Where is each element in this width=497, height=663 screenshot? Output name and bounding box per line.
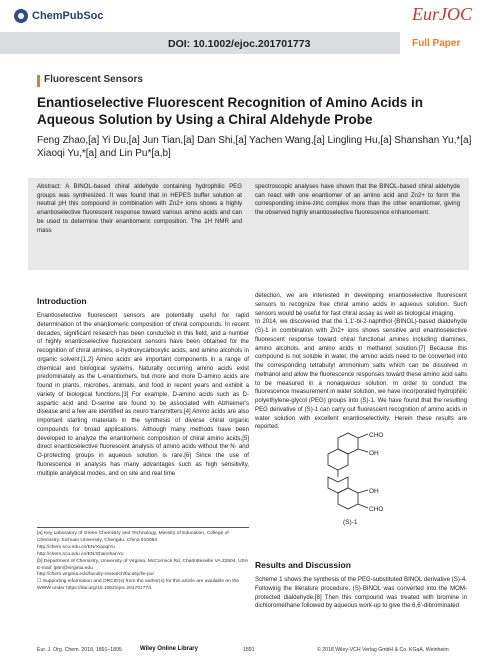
abstract-right: spectroscopic analyses have shown that the BINOL-based chiral aldehyde can react with one enantiomer of an amino acid and Zn2+ to form the corresponding imine-zinc complex more than the other enantiomer, giving the observed highly enantioselective fluorescence enhancement. [255,183,460,217]
struct-cho-2: CHO [369,506,384,513]
results-text: Scheme 1 shows the synthesis of the PEG-substituted BINOL derivative (S)-4. Following the literature procedure, (S)-BINOL was converted into the MOM-protected dialdehyde.[8] Then this compound was treated with bromine in dichloromethane followed by aqueous work-up to give the 6,6'-dibrominated [255,576,467,610]
journal-logo: EurJOC [412,4,472,24]
intro-left-text: Enantioselective fluorescent sensors are potentially useful for rapid determination of the enantiomeric composition of chiral compounds. In recent decades, significant research has been conducted in this field, and a number of highly enantioselective fluorescent sensors have been obtained for the recognition of chiral amines, α-hydroxycarboxylic acids, and amino alcohols in organic solvent.[1,2] Amino acids are important components in a range of chemical and biological systems. Naturally occurring amino acids exist predominately as the L-enantiomers, but more and more D-amino acids are found in plants, microbes, animals, and food in recent years and exhibit a variety of biological functions.[3] For example, D-amino acids such as D-aspartic acid and D-serine are found to be associated with Alzheimer's disease and a few are identified as neuro transmitters.[4] Amino acids are also important starting materials in the synthesis of diverse chiral organic compounds for broad applications. Although many methods have been developed to analyze the enantiomeric composition of chiral amino acids,[5] direct enantioselective fluorescent analysis of amino acids without the N- and O-protecting groups in aqueous solution is rare.[6] Since the use of fluorescence in analysis has many advantages such as high sensitivity, multiple analytical modes, and on site and real time [37,312,249,477]
section-marker [37,75,40,87]
binol-structure [320,432,400,517]
footer-citation: Eur. J. Org. Chem. 2018, 1891–1895 [37,647,122,653]
footer-logo: Wiley Online Library [140,646,198,652]
intro-heading: Introduction [37,296,87,306]
doi: DOI: 10.1002/ejoc.201701773 [168,38,311,50]
author-list: Feng Zhao,[a] Yi Du,[a] Jun Tian,[a] Dan Shi,[a] Yachen Wang,[a] Lingling Hu,[a] Shanshan Yu,*[a] Xiaoqi Yu,*[a] and Lin Pu*[a,b] [37,135,472,159]
publisher-logo-icon [14,9,28,23]
struct-oh-2: OH [369,488,379,495]
results-heading: Results and Discussion [255,560,351,570]
structure-label: (S)-1 [343,519,358,526]
struct-cho-1: CHO [369,432,384,439]
struct-oh-1: OH [369,450,379,457]
footnote-rule [37,527,249,528]
article-title: Enantioselective Fluorescent Recognition of Amino Acids in Aqueous Solution by Using a Chiral Aldehyde Probe [37,95,424,127]
page-header [0,0,497,56]
publisher-subtitle: Europe [32,22,69,33]
abstract-left: Abstract: A BINOL-based chiral aldehyde containing hydrophilic PEG groups was synthesized. It was found that in HEPES buffer solution at neutral pH this compound in combination with Zn2+ ions shows a highly enantioselective fluorescent response toward various amino acids and can be used to determine their enantiomeric composition. The 1H NMR and mass [37,183,242,234]
page-number: 1891 [243,647,255,653]
intro-right-text: detection, we are interested in developing enantioselective fluorescent sensors to recognize free chiral amino acids in aqueous solution. Such sensors would be useful for fast chiral assay as well as biological imaging. In 2014, we discovered that the 1,1'-bi-2-naphthol (BINOL)-based dialdehyde (S)-1 in combination with Zn2+ ions shows sensitive and enantioselective fluorescent response toward chiral functional amines including diamines, amino alcohols, and amino acids in methanol solution.[7] Because this compound is not soluble in water, the amino acids need to be converted into the corresponding tetrabutyl ammonium salts which can be dissolved in methanol and allow the fluorescence responses toward these amino acid salts to be measured in a nonaqueous solution. In order to conduct the fluorescence measurement in water solution, we have incorporated hydrophilic polyethylene-glycol (PEG) groups into (S)-1. We have found that the resulting PEG derivative of (S)-1 can carry out fluorescent recognition of amino acids in water solution with excellent enantioselectivity. Herein these results are reported. [255,292,467,431]
footer-copyright: © 2018 Wiley-VCH Verlag GmbH & Co. KGaA, Weinheim [317,647,449,653]
article-type: Full Paper [412,38,461,49]
publisher-name: ChemPubSoc [32,10,104,22]
footnotes: [a] Key Laboratory of Green Chemistry and Technology, Ministry of Education, College of Chemistry, Sichuan University, Chengdu, China 610064 http://chem.scu.edu.cn/EN/XiaoqiYu http://chem.scu.edu.cn/EN/ShanshanYu [b] Department of Chemistry, University of Virginia, McCormick Rd, Charlottesville VA 22904, USA E-mail: lp6n@virginia.edu http://chem.virginia.edu/faculty-research/faculty/lin-pu/ ☐ Supporting information and ORCID(s) from the author(s) for this article are available on the WWW under https://doi.org/10.1002/ejoc.201701773. [37,531,249,592]
publisher-logo [14,9,104,23]
section-label: Fluorescent Sensors [44,74,143,85]
